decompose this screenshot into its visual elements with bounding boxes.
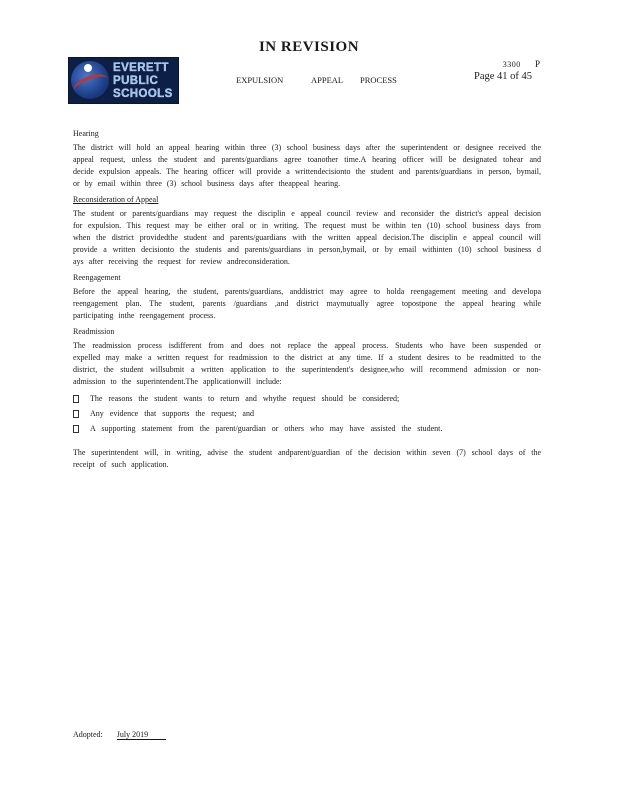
list-item-text: Any evidence that supports the request; and (90, 409, 254, 418)
logo-line-2: PUBLIC (113, 75, 159, 87)
title-word-1: EXPULSION (236, 75, 284, 85)
title-word-2: APPEAL (311, 75, 344, 85)
reengagement-heading: Reengagement (73, 273, 121, 282)
adopted-date: July 2019 (117, 730, 166, 740)
readmission-text: The readmission process isdifferent from and does not replace the appeal process. Students who have been suspended or expelled may make a written request for readmission to the district at any time. If a student desires to be readmitted to the district, the student willsubmit a written application to the superintendent's designee,who will recommend admission or non- admission to the superintendent.The applicationwill include: (73, 341, 541, 386)
code-number: 3300 (502, 60, 521, 69)
readmission-closing-text: The superintendent will, in writing, advise the student andparent/guardian of the decision within seven (7) school days of the receipt of such application. (73, 448, 541, 469)
page-number: Page 41 of 45 (474, 71, 533, 82)
code-type: P (534, 59, 540, 69)
policy-code (503, 59, 540, 69)
bullet-box-icon (73, 425, 79, 433)
hearing-heading: Hearing (73, 129, 99, 138)
policy-body (73, 128, 541, 475)
hearing-text: The district will hold an appeal hearing within three (3) school business days after the superintendent or designee received the appeal request, unless the student and parents/guardians agree toanother time.A hearing officer will be designated tohear and decide expulsion appeals. The hearing officer will provide a writtendecisionto the student and parents/guardians in person, bymail, or by email within three (3) school business days after theappeal hearing. (73, 143, 541, 188)
figure-icon (84, 64, 92, 72)
reconsideration-heading: Reconsideration of Appeal (73, 195, 159, 204)
logo-line-3: SCHOOLS (113, 88, 173, 100)
list-item-text: A supporting statement from the parent/guardian or others who may have assisted the student. (90, 424, 443, 433)
adoption-footer (73, 730, 166, 740)
readmission-section (73, 326, 541, 471)
logo-line-1: EVERETT (113, 62, 169, 74)
bullet-box-icon (73, 410, 79, 418)
list-item (73, 421, 541, 436)
reengagement-text: Before the appeal hearing, the student, parents/guardians, anddistrict may agree to holda reengagement meeting and developa reengagement plan. The student, parents /guardians ,and district maymutually agree topostpone the appeal hearing while participating inthe reengagement process. (73, 287, 541, 320)
list-item (73, 406, 541, 421)
reconsideration-text: The student or parents/guardians may request the disciplin e appeal council review and reconsider the district's appeal decision for expulsion. This request may be either oral or in writing. The request must be within ten (10) school business days from when the district providedthe student and parents/guardians with the written appeal decision.The disciplin e appeal council will provide a written decisionto the students and parents/guardians in person,bymail, or by email withinten (10) school business d ays after receiving the request for review andreconsideration. (73, 209, 541, 266)
title-word-3: PROCESS (360, 75, 397, 85)
revision-banner: IN REVISION (258, 39, 360, 55)
reengagement-section (73, 272, 541, 322)
hearing-section (73, 128, 541, 190)
application-requirements-list (73, 391, 541, 436)
adopted-label: Adopted: (73, 730, 103, 739)
list-item-text: The reasons the student wants to return and whythe request should be considered; (90, 394, 400, 403)
list-item (73, 391, 541, 406)
readmission-heading: Readmission (73, 327, 115, 336)
bullet-box-icon (73, 395, 79, 403)
district-logo (68, 57, 179, 104)
reconsideration-section (73, 194, 541, 268)
